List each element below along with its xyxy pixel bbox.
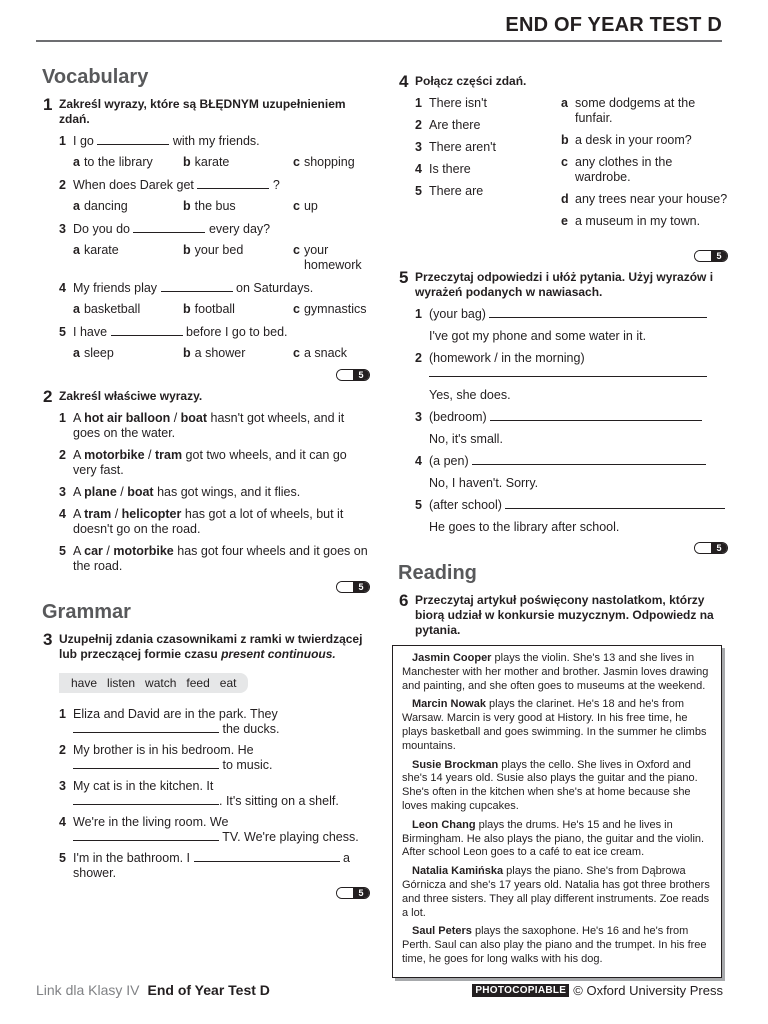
question-item: 3 A plane / boat has got wings, and it flies.	[59, 485, 301, 499]
footer-course: Link dla Klasy IV End of Year Test D	[36, 982, 270, 998]
match-right-item[interactable]	[561, 155, 729, 185]
sentence-line-1: Eliza and David are in the park. They	[73, 707, 278, 721]
score-value: 5	[353, 370, 369, 380]
item-letter: c	[561, 155, 568, 169]
match-right-item[interactable]	[561, 96, 729, 126]
question-item	[59, 779, 370, 809]
sentence-end: has got wings, and it flies.	[153, 485, 301, 499]
reading-paragraph	[402, 865, 712, 920]
question-text-after: on Saturdays.	[236, 281, 314, 295]
sentence-end: got two wheels, and it can go very fast.	[73, 448, 347, 477]
page-header	[36, 14, 722, 42]
option-letter: b	[183, 302, 191, 316]
question-item	[415, 351, 728, 381]
match-right-item[interactable]	[561, 133, 729, 148]
item-letter: b	[561, 133, 569, 147]
item-number: 5	[59, 325, 66, 339]
option-text: to the library	[83, 155, 153, 169]
footer-copyright: PHOTOCOPIABLE © Oxford University Press	[472, 983, 723, 998]
paragraph-text: plays the clarinet. He's 18 and he's from Warsaw. Marcin is very good at History. In his free time, he plays basketball and goes swimming. In the summer he climbs mountains.	[402, 698, 707, 752]
option-text: gymnastics	[303, 302, 367, 316]
reading-heading: Reading	[398, 562, 477, 584]
person-name: Susie Brockman	[412, 758, 499, 771]
exercise-2-items	[59, 411, 370, 574]
score-value: 5	[353, 582, 369, 592]
question-text-before: When does Darek get	[73, 178, 194, 192]
match-left-item[interactable]	[415, 184, 555, 206]
item-number: 2	[415, 118, 422, 132]
question-item	[59, 281, 370, 296]
answer-options	[73, 302, 370, 318]
option-text: basketball	[83, 302, 141, 316]
option-text: your homework	[303, 243, 362, 272]
option-text: shopping	[303, 155, 355, 169]
question-text-after: ?	[272, 178, 280, 192]
match-right-item[interactable]	[561, 214, 729, 229]
question-prompt: (bedroom)	[429, 410, 487, 424]
word-box-item: watch	[145, 676, 177, 690]
exercise-number: 5	[399, 268, 409, 287]
given-answer: No, I haven't. Sorry.	[429, 476, 539, 490]
answer-options	[73, 199, 370, 215]
answer-blank[interactable]	[73, 830, 219, 841]
item-number: 2	[59, 178, 66, 192]
answer-blank[interactable]	[97, 134, 169, 145]
exercise-5	[396, 270, 728, 554]
choice-word-2[interactable]: helicopter	[121, 507, 182, 521]
score-box	[59, 369, 370, 381]
answer-blank[interactable]	[161, 281, 233, 292]
given-answer: I've got my phone and some water in it.	[429, 329, 647, 343]
match-left-item[interactable]	[415, 140, 555, 162]
paragraph-text: plays the drums. He's 15 and he lives in Birmingham. He also plays the piano, the guitar and the violin. After school Leon goes to a café to eat ice cream.	[402, 818, 705, 859]
person-name: Leon Chang	[412, 818, 476, 831]
score-value: 5	[711, 251, 727, 261]
answer-blank[interactable]	[73, 722, 219, 733]
option-text: football	[194, 302, 235, 316]
item-number: 3	[59, 222, 66, 236]
answer-blank[interactable]	[489, 307, 707, 318]
question-item	[59, 325, 370, 340]
question-item	[415, 454, 728, 469]
item-number: 4	[415, 454, 422, 468]
question-item	[415, 307, 728, 322]
question-text-before: I have	[73, 325, 108, 339]
sentence-line-2: the ducks.	[222, 722, 280, 736]
option-letter: b	[183, 346, 191, 360]
option-b[interactable]	[183, 346, 245, 361]
match-left-item[interactable]	[415, 96, 555, 118]
sentence-start: A	[73, 544, 85, 558]
option-letter: a	[73, 302, 80, 316]
match-left-text: Is there	[429, 162, 471, 176]
sentence-start: A	[73, 411, 85, 425]
option-c[interactable]	[293, 302, 383, 317]
answer-options	[73, 243, 370, 274]
question-prompt: (a pen)	[429, 454, 469, 468]
match-left-text: There isn't	[429, 96, 487, 110]
item-number: 3	[415, 140, 422, 154]
question-item: 5 A car / motorbike has got four wheels and it goes on the road.	[59, 544, 368, 573]
item-number: 1	[59, 411, 66, 425]
option-text: the bus	[194, 199, 236, 213]
person-name: Saul Peters	[412, 925, 472, 938]
match-left-text: Are there	[429, 118, 481, 132]
question-item	[59, 707, 370, 737]
match-left-text: There aren't	[429, 140, 497, 154]
option-text: karate	[83, 243, 119, 257]
option-letter: c	[293, 302, 300, 316]
choice-word-2[interactable]: motorbike	[113, 544, 174, 558]
score-box	[415, 250, 728, 262]
score-box	[415, 542, 728, 554]
item-number: 3	[59, 779, 66, 793]
exercise-4	[396, 74, 728, 262]
option-a[interactable]	[73, 346, 114, 361]
question-item	[59, 851, 370, 881]
item-number: 5	[415, 184, 422, 198]
question-prompt: (your bag)	[429, 307, 486, 321]
reading-paragraph	[402, 925, 712, 966]
sentence-line-1: My brother is in his bedroom. He	[73, 743, 254, 757]
exercise-3-items	[59, 707, 370, 881]
exercise-number: 4	[399, 72, 409, 91]
choice-word-1[interactable]: tram	[84, 507, 112, 521]
option-a[interactable]	[73, 199, 128, 214]
option-letter: c	[293, 243, 300, 257]
given-answer: Yes, she does.	[429, 388, 511, 402]
reading-paragraph	[402, 698, 712, 753]
vocabulary-heading: Vocabulary	[42, 66, 149, 88]
question-item	[59, 134, 370, 149]
match-left-text: There are	[429, 184, 484, 198]
choice-word-2[interactable]: boat	[127, 485, 154, 499]
reading-paragraph	[402, 759, 712, 814]
sentence-end: has got a lot of wheels, but it doesn't go on the road.	[73, 507, 344, 536]
answer-blank[interactable]	[73, 758, 219, 769]
question-item	[59, 743, 370, 773]
sentence-start: A	[73, 448, 85, 462]
match-right-text: some dodgems at the funfair.	[575, 96, 696, 125]
item-number: 3	[59, 485, 66, 499]
question-text-after: with my friends.	[172, 134, 260, 148]
matching-table	[415, 96, 728, 248]
word-box-item: have	[71, 676, 98, 690]
choice-word-2[interactable]: boat	[180, 411, 208, 425]
exercise-instruction: Przeczytaj artykuł poświęcony nastolatkom, którzy biorą udział w konkursie muzycznym. Odpowiedz na pytania.	[415, 593, 714, 637]
reading-paragraph	[402, 819, 712, 860]
item-number: 4	[59, 815, 66, 829]
answer-blank[interactable]	[197, 178, 269, 189]
exercise-instruction: Zakreśl wyrazy, które są BŁĘDNYM uzupełnieniem zdań.	[59, 97, 346, 126]
exercise-instruction: Uzupełnij zdania czasownikami z ramki w twierdzącej lub przeczącej formie czasu present continuous.	[59, 632, 363, 661]
option-letter: a	[73, 155, 80, 169]
option-b[interactable]	[183, 199, 236, 214]
score-value: 5	[353, 888, 369, 898]
option-letter: c	[293, 346, 300, 360]
match-right-text: a museum in my town.	[575, 214, 701, 228]
sentence-line-1: I'm in the bathroom. I	[73, 851, 191, 865]
photocopiable-badge: PHOTOCOPIABLE	[472, 984, 569, 997]
question-item: 1 A hot air balloon / boat hasn't got wheels, and it goes on the water.	[59, 411, 345, 440]
question-item	[59, 815, 370, 845]
item-number: 5	[415, 498, 422, 512]
paragraph-text: plays the saxophone. He's 16 and he's from Perth. Saul can also play the piano and the trumpet. In his free time, he goes for long walks with his dog.	[402, 925, 707, 965]
answer-options	[73, 155, 370, 171]
sentence-line-2: TV. We're playing chess.	[222, 830, 359, 844]
option-letter: b	[183, 243, 191, 257]
exercise-1	[40, 97, 370, 381]
question-text-before: I go	[73, 134, 94, 148]
question-item	[59, 222, 370, 237]
matching-right	[561, 96, 729, 236]
paragraph-text: plays the piano. She's from Dąbrowa Górnicza and she's 17 years old. Natalia has got three brothers and three sisters. They all play different instruments. Zoe reads a lot.	[402, 865, 710, 919]
answer-options	[73, 346, 370, 362]
page-title: END OF YEAR TEST D	[505, 14, 722, 36]
sentence-line-1: We're in the living room. We	[73, 815, 229, 829]
answer-blank[interactable]	[111, 325, 183, 336]
item-number: 2	[59, 448, 66, 462]
option-a[interactable]	[73, 155, 153, 170]
item-number: 5	[59, 544, 66, 558]
exercise-2	[40, 389, 370, 593]
sentence-end: hasn't got wheels, and it goes on the water.	[73, 411, 345, 440]
person-name: Marcin Nowak	[412, 698, 486, 711]
exercise-5-items	[415, 307, 728, 535]
footer-test-name: End of Year Test D	[147, 982, 270, 998]
exercise-number: 3	[43, 630, 53, 649]
exercise-instruction: Zakreśl właściwe wyrazy.	[59, 389, 203, 403]
reading-paragraph	[402, 652, 712, 693]
sentence-line-1b: a	[343, 851, 350, 865]
sentence-start: A	[73, 485, 85, 499]
option-c[interactable]	[293, 199, 383, 214]
option-letter: a	[73, 346, 80, 360]
answer-blank[interactable]	[472, 454, 706, 465]
answer-blank[interactable]	[490, 410, 702, 421]
option-b[interactable]	[183, 155, 229, 170]
option-letter: a	[73, 243, 80, 257]
option-text: up	[303, 199, 318, 213]
word-box-item: eat	[219, 676, 237, 690]
item-letter: a	[561, 96, 568, 110]
right-column	[396, 74, 728, 978]
item-number: 1	[415, 307, 422, 321]
question-item	[415, 410, 728, 425]
word-box	[59, 673, 248, 693]
score-box	[59, 887, 370, 899]
question-item	[415, 498, 728, 513]
option-letter: c	[293, 199, 300, 213]
answer-blank[interactable]	[429, 366, 707, 377]
answer-blank[interactable]	[505, 498, 725, 509]
paragraph-text: plays the violin. She's 13 and she lives in Manchester with her mother and brother. Jasmin loves drawing and painting, and she often goes to museums at the weekend.	[402, 652, 709, 692]
question-prompt: (after school)	[429, 498, 502, 512]
sentence-line-2: shower.	[73, 866, 117, 880]
paragraph-text: plays the cello. She lives in Oxford and she's 14 years old. Susie also plays the guitar and the piano. She's often in the kitchen when she's at home because she loves making cupcakes.	[402, 758, 698, 812]
option-a[interactable]	[73, 243, 119, 258]
sentence-start: A	[73, 507, 85, 521]
score-box	[59, 581, 370, 593]
matching-left	[415, 96, 555, 206]
option-text: a shower	[194, 346, 246, 360]
given-answer: He goes to the library after school.	[429, 520, 620, 534]
item-number: 1	[59, 707, 66, 721]
exercise-number: 2	[43, 387, 53, 406]
question-text-before: My friends play	[73, 281, 158, 295]
person-name: Jasmin Cooper	[412, 652, 492, 664]
choice-word-1[interactable]: motorbike	[84, 448, 145, 462]
exercise-number: 6	[399, 591, 409, 610]
grammar-heading: Grammar	[42, 601, 131, 623]
option-text: a snack	[303, 346, 348, 360]
exercise-6	[396, 593, 728, 638]
match-right-text: any trees near your house?	[575, 192, 728, 206]
question-text-after: every day?	[208, 222, 271, 236]
sentence-line-1: My cat is in the kitchen. It	[73, 779, 214, 793]
option-letter: c	[293, 155, 300, 169]
option-c[interactable]	[293, 243, 383, 273]
word-box-item: listen	[107, 676, 136, 690]
choice-word-1[interactable]: plane	[84, 485, 117, 499]
item-letter: e	[561, 214, 568, 228]
word-box-item: feed	[186, 676, 210, 690]
reading-text-box	[392, 645, 722, 978]
match-left-item[interactable]	[415, 118, 555, 140]
option-letter: a	[73, 199, 80, 213]
question-text-before: Do you do	[73, 222, 130, 236]
exercise-number: 1	[43, 95, 53, 114]
question-item	[59, 178, 370, 193]
item-letter: d	[561, 192, 569, 206]
answer-blank[interactable]	[133, 222, 205, 233]
option-letter: b	[183, 199, 191, 213]
match-right-text: a desk in your room?	[575, 133, 692, 147]
item-number: 1	[59, 134, 66, 148]
choice-word-1[interactable]: car	[84, 544, 103, 558]
option-letter: b	[183, 155, 191, 169]
sentence-end: has got four wheels and it goes on the road.	[73, 544, 368, 573]
item-number: 2	[415, 351, 422, 365]
item-number: 4	[59, 507, 66, 521]
question-prompt: (homework / in the morning)	[429, 351, 585, 365]
choice-word-1[interactable]: hot air balloon	[84, 411, 171, 425]
item-number: 4	[415, 162, 422, 176]
option-b[interactable]	[183, 302, 235, 317]
match-left-item[interactable]	[415, 162, 555, 184]
item-number: 2	[59, 743, 66, 757]
answer-blank[interactable]	[194, 851, 340, 862]
question-text-after: before I go to bed.	[186, 325, 288, 339]
question-item: 4 A tram / helicopter has got a lot of wheels, but it doesn't go on the road.	[59, 507, 344, 536]
choice-word-2[interactable]: tram	[154, 448, 183, 462]
left-column	[40, 66, 370, 907]
match-right-text: any clothes in the wardrobe.	[575, 155, 673, 184]
given-answer: No, it's small.	[429, 432, 503, 446]
match-right-item[interactable]	[561, 192, 729, 207]
question-item: 2 A motorbike / tram got two wheels, and it can go very fast.	[59, 448, 347, 477]
option-text: karate	[194, 155, 230, 169]
sentence-line-2: . It's sitting on a shelf.	[219, 794, 339, 808]
exercise-instruction: Przeczytaj odpowiedzi i ułóż pytania. Użyj wyrazów i wyrażeń podanych w nawiasach.	[415, 270, 714, 299]
sentence-line-2: to music.	[222, 758, 273, 772]
person-name: Natalia Kamińska	[412, 865, 504, 878]
item-number: 5	[59, 851, 66, 865]
score-value: 5	[711, 543, 727, 553]
item-number: 4	[59, 281, 66, 295]
option-text: sleep	[83, 346, 114, 360]
option-text: dancing	[83, 199, 128, 213]
answer-blank[interactable]	[73, 794, 219, 805]
exercise-1-items	[59, 134, 370, 362]
option-c[interactable]	[293, 155, 383, 170]
exercise-instruction: Połącz części zdań.	[415, 74, 527, 88]
exercise-3	[40, 632, 370, 899]
item-number: 1	[415, 96, 422, 110]
option-a[interactable]	[73, 302, 140, 317]
option-text: your bed	[194, 243, 244, 257]
option-c[interactable]	[293, 346, 383, 361]
item-number: 3	[415, 410, 422, 424]
option-b[interactable]	[183, 243, 243, 258]
